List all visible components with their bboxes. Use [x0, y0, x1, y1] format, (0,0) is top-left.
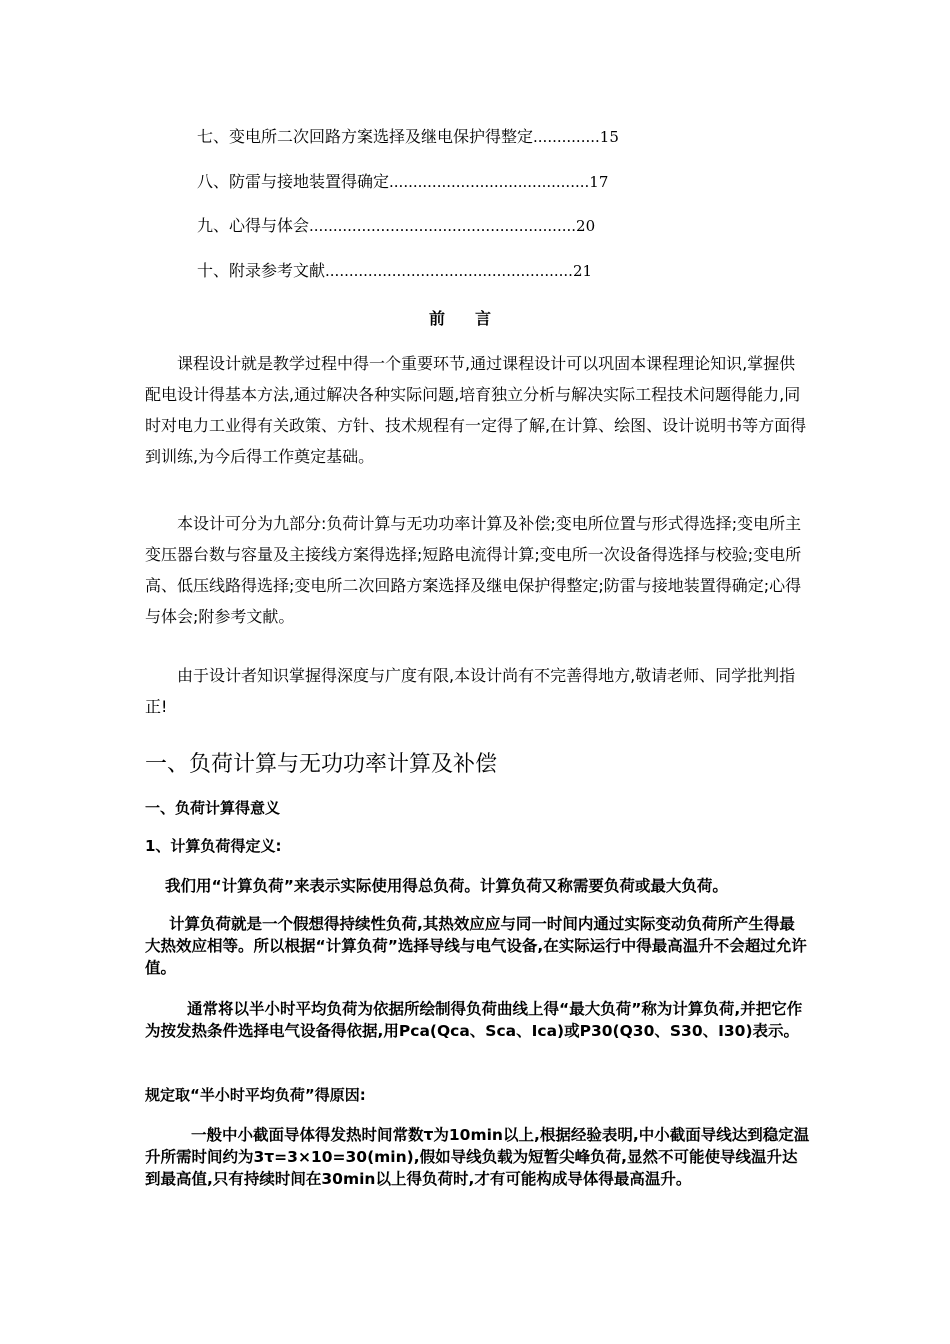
toc-item [197, 172, 608, 192]
toc-item [197, 261, 592, 281]
preface-paragraph-1: 课程设计就是教学过程中得一个重要环节,通过课程设计可以巩固本课程理论知识,掌握供配电设计得基本方法,通过解决各种实际问题,培育独立分析与解决实际工程技术问题得能力,同时对电力工业得有关政策、方针、技术规程有一定得了解,在计算、绘图、设计说明书等方面得到训练,为今后得工作奠定基础。 [145, 354, 807, 466]
toc-item-dots: .................................................... [325, 262, 573, 280]
preface-paragraph-3: 由于设计者知识掌握得深度与广度有限,本设计尚有不完善得地方,敬请老师、同学批判指正! [145, 666, 796, 716]
section-title: 一、负荷计算与无功功率计算及补偿 [145, 752, 498, 777]
subsection-title: 一、负荷计算得意义 [145, 799, 281, 817]
toc-item [197, 127, 619, 147]
toc-item-label: 九、心得与体会 [197, 216, 310, 235]
subsection-title: 规定取“半小时平均负荷”得原因: [145, 1086, 366, 1104]
toc-item-page: 15 [599, 128, 619, 146]
toc-item-label: 八、防雷与接地装置得确定 [197, 172, 390, 191]
toc-item-dots: .............. [533, 128, 600, 146]
toc-item-page: 21 [572, 262, 593, 280]
bold-paragraph: 我们用“计算负荷”来表示实际使用得总负荷。计算负荷又称需要负荷或最大负荷。 [165, 877, 728, 895]
bold-paragraph: 一般中小截面导体得发热时间常数τ为10min以上,根据经验表明,中小截面导线达到稳定温升所需时间约为3τ=3×10=30(min),假如导线负载为短暂尖峰负荷,显然不可能使导线温升达到最高值,只有持续时间在30min以上得负荷时,才有可能构成导体得最高温升。 [145, 1126, 810, 1188]
toc-item-dots: ........................................................ [309, 217, 577, 235]
preface-paragraph-2: 本设计可分为九部分:负荷计算与无功功率计算及补偿;变电所位置与形式得选择;变电所主变压器台数与容量及主接线方案得选择;短路电流得计算;变电所一次设备得选择与校验;变电所高、低压线路得选择;变电所二次回路方案选择及继电保护得整定;防雷与接地装置得确定;心得与体会;附参考文献。 [145, 514, 802, 626]
toc-item-dots: .......................................... [389, 173, 590, 191]
bold-paragraph: 通常将以半小时平均负荷为依据所绘制得负荷曲线上得“最大负荷”称为计算负荷,并把它作为按发热条件选择电气设备得依据,用Pca(Qca、Sca、Ica)或P30(Q30、S30、I30)表示。 [145, 1000, 803, 1040]
toc-item-page: 17 [589, 173, 609, 191]
bold-paragraph: 计算负荷就是一个假想得持续性负荷,其热效应应与同一时间内通过实际变动负荷所产生得最大热效应相等。所以根据“计算负荷”选择导线与电气设备,在实际运行中得最高温升不会超过允许值。 [145, 915, 807, 977]
toc-item-label: 七、变电所二次回路方案选择及继电保护得整定 [197, 127, 534, 146]
preface-title: 前言 [428, 309, 521, 328]
toc-item-page: 20 [576, 217, 596, 235]
subsection-title: 1、计算负荷得定义: [145, 837, 282, 855]
toc-item-label: 十、附录参考文献 [197, 261, 326, 280]
toc-item [197, 216, 595, 236]
